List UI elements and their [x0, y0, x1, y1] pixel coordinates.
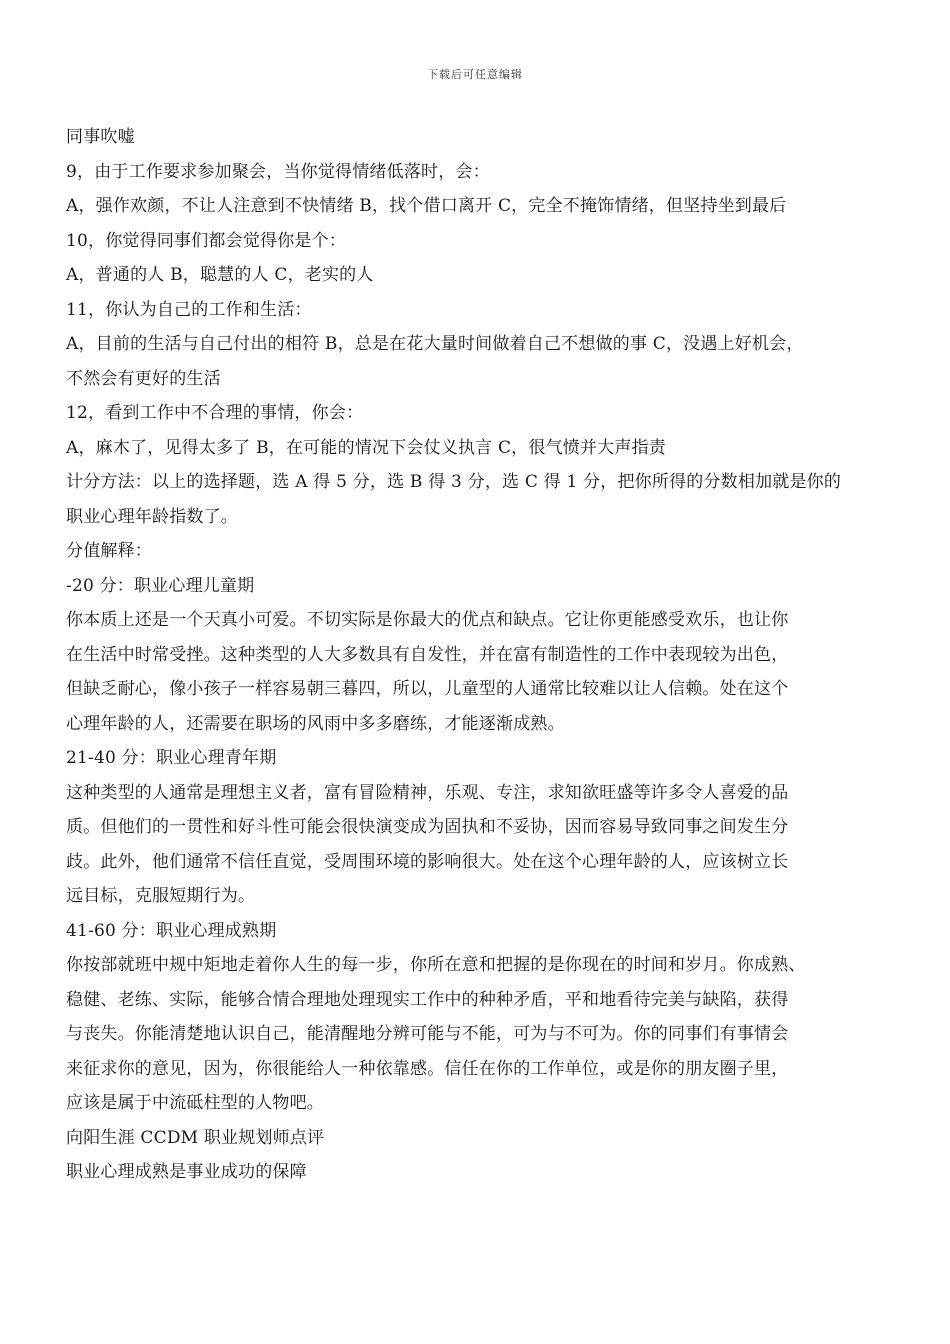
scoring-method-cont: 职业心理年龄指数了。 [66, 506, 238, 527]
youth-paragraph: 歧。此外，他们通常不信任直觉，受周围环境的影响很大。处在这个心理年龄的人，应该树立长 [66, 851, 789, 872]
maturity-paragraph: 来征求你的意见，因为，你很能给人一种依靠感。信任在你的工作单位，或是你的朋友圈子里， [66, 1058, 789, 1079]
score-explanation-heading: 分值解释： [66, 541, 152, 561]
reviewer-heading: 向阳生涯 CCDM 职业规划师点评 [66, 1127, 325, 1148]
text-line: 同事吹嘘 [66, 127, 135, 147]
childhood-paragraph: 在生活中时常受挫。这种类型的人大多数具有自发性，并在富有制造性的工作中表现较为出色， [66, 644, 789, 665]
question-11: 11，你认为自己的工作和生活： [66, 299, 312, 320]
maturity-paragraph: 与丧失。你能清楚地认识自己，能清醒地分辨可能与不能，可为与不可为。你的同事们有事情会 [66, 1024, 789, 1044]
childhood-heading: -20 分：职业心理儿童期 [66, 575, 255, 596]
maturity-paragraph: 应该是属于中流砥柱型的人物吧。 [66, 1093, 324, 1113]
childhood-paragraph: 但缺乏耐心，像小孩子一样容易朝三暮四，所以，儿童型的人通常比较难以让人信赖。处在这个 [66, 679, 789, 699]
question-11-options: A，目前的生活与自己付出的相符 B，总是在花大量时间做着自己不想做的事 C，没遇上好机会， [66, 334, 804, 354]
document-body [66, 120, 886, 1190]
youth-paragraph: 远目标，克服短期行为。 [66, 886, 256, 906]
childhood-paragraph: 心理年龄的人，还需要在职场的风雨中多多磨练，才能逐渐成熟。 [66, 713, 565, 734]
question-9-options: A，强作欢颜，不让人注意到不快情绪 B，找个借口离开 C，完全不掩饰情绪，但坚持坐到最后 [66, 196, 787, 216]
youth-heading: 21-40 分：职业心理青年期 [66, 748, 277, 768]
header-note: 下载后可任意编辑 [427, 68, 523, 81]
question-10-options: A，普通的人 B，聪慧的人 C，老实的人 [66, 265, 374, 285]
scoring-method: 计分方法：以上的选择题，选 A 得 5 分，选 B 得 3 分，选 C 得 1 分，把你所得的分数相加就是你的 [66, 472, 842, 492]
maturity-paragraph: 稳健、老练、实际，能够合情合理地处理现实工作中的种种矛盾，平和地看待完美与缺陷，获得 [66, 989, 789, 1010]
question-12-options: A，麻木了，见得太多了 B，在可能的情况下会仗义执言 C，很气愤并大声指责 [66, 437, 666, 458]
question-12: 12，看到工作中不合理的事情，你会： [66, 403, 364, 423]
question-11-options-cont: 不然会有更好的生活 [66, 368, 221, 389]
youth-paragraph: 这种类型的人通常是理想主义者，富有冒险精神，乐观、专注，求知欲旺盛等许多令人喜爱的品 [66, 782, 789, 803]
question-10: 10，你觉得同事们都会觉得你是个： [66, 230, 347, 251]
youth-paragraph: 质。但他们的一贯性和好斗性可能会很快演变成为固执和不妥协，因而容易导致同事之间发生分 [66, 817, 789, 837]
question-9: 9，由于工作要求参加聚会，当你觉得情绪低落时，会： [66, 161, 490, 182]
maturity-heading: 41-60 分：职业心理成熟期 [66, 920, 277, 941]
childhood-paragraph: 你本质上还是一个天真小可爱。不切实际是你最大的优点和缺点。它让你更能感受欢乐，也让你 [66, 610, 789, 630]
maturity-paragraph: 你按部就班中规中矩地走着你人生的每一步，你所在意和把握的是你现在的时间和岁月。你成熟、 [66, 955, 806, 975]
review-subtitle: 职业心理成熟是事业成功的保障 [66, 1162, 307, 1182]
